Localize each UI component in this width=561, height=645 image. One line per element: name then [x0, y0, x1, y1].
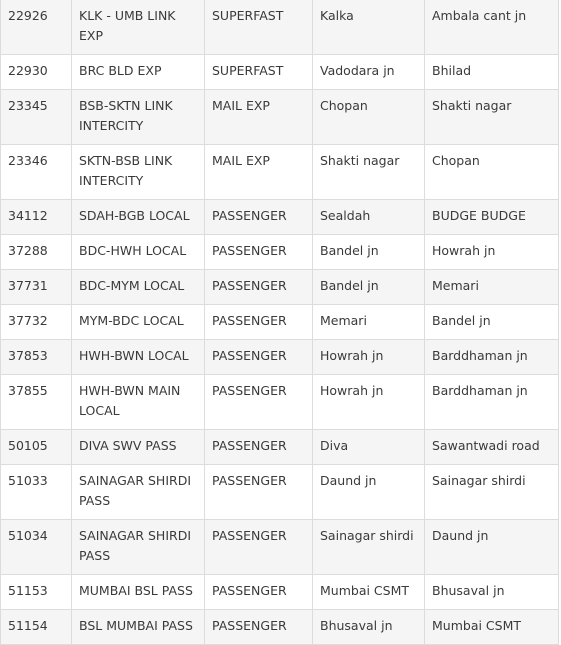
train-name: BDC-HWH LOCAL: [72, 235, 205, 270]
table-row[interactable]: [1, 200, 559, 235]
table-row[interactable]: [1, 610, 559, 645]
to-station: Chopan: [425, 145, 559, 200]
from-station: Chopan: [313, 90, 425, 145]
train-number: 34112: [1, 200, 72, 235]
train-number: 22926: [1, 0, 72, 55]
table-row[interactable]: [1, 145, 559, 200]
table-row[interactable]: [1, 235, 559, 270]
to-station: Ambala cant jn: [425, 0, 559, 55]
train-type: PASSENGER: [205, 575, 313, 610]
to-station: Memari: [425, 270, 559, 305]
train-name: HWH-BWN LOCAL: [72, 340, 205, 375]
train-name: KLK - UMB LINK EXP: [72, 0, 205, 55]
table-row[interactable]: [1, 340, 559, 375]
train-number: 23345: [1, 90, 72, 145]
train-number: 51153: [1, 575, 72, 610]
table-row[interactable]: [1, 55, 559, 90]
from-station: Vadodara jn: [313, 55, 425, 90]
from-station: Sealdah: [313, 200, 425, 235]
train-type: PASSENGER: [205, 610, 313, 645]
from-station: Mumbai CSMT: [313, 575, 425, 610]
train-type: MAIL EXP: [205, 90, 313, 145]
train-name: MUMBAI BSL PASS: [72, 575, 205, 610]
train-number: 23346: [1, 145, 72, 200]
to-station: BUDGE BUDGE: [425, 200, 559, 235]
train-type: PASSENGER: [205, 375, 313, 430]
train-type: PASSENGER: [205, 520, 313, 575]
to-station: Shakti nagar: [425, 90, 559, 145]
from-station: Diva: [313, 430, 425, 465]
from-station: Daund jn: [313, 465, 425, 520]
train-name: HWH-BWN MAIN LOCAL: [72, 375, 205, 430]
from-station: Memari: [313, 305, 425, 340]
train-type: PASSENGER: [205, 200, 313, 235]
train-name: SDAH-BGB LOCAL: [72, 200, 205, 235]
table-row[interactable]: [1, 575, 559, 610]
from-station: Sainagar shirdi: [313, 520, 425, 575]
train-type: PASSENGER: [205, 340, 313, 375]
train-name: DIVA SWV PASS: [72, 430, 205, 465]
train-name: BSL MUMBAI PASS: [72, 610, 205, 645]
train-type: PASSENGER: [205, 235, 313, 270]
train-number: 37732: [1, 305, 72, 340]
to-station: Mumbai CSMT: [425, 610, 559, 645]
to-station: Daund jn: [425, 520, 559, 575]
from-station: Howrah jn: [313, 340, 425, 375]
from-station: Shakti nagar: [313, 145, 425, 200]
to-station: Barddhaman jn: [425, 375, 559, 430]
train-type: SUPERFAST: [205, 0, 313, 55]
train-number: 22930: [1, 55, 72, 90]
from-station: Howrah jn: [313, 375, 425, 430]
train-number: 50105: [1, 430, 72, 465]
table-row[interactable]: [1, 430, 559, 465]
train-type: SUPERFAST: [205, 55, 313, 90]
train-number: 37855: [1, 375, 72, 430]
train-type: PASSENGER: [205, 305, 313, 340]
train-type: PASSENGER: [205, 270, 313, 305]
to-station: Howrah jn: [425, 235, 559, 270]
train-number: 37853: [1, 340, 72, 375]
table-row[interactable]: [1, 270, 559, 305]
table-row[interactable]: [1, 520, 559, 575]
from-station: Bandel jn: [313, 270, 425, 305]
train-type: MAIL EXP: [205, 145, 313, 200]
train-name: BSB-SKTN LINK INTERCITY: [72, 90, 205, 145]
train-number: 51154: [1, 610, 72, 645]
to-station: Bandel jn: [425, 305, 559, 340]
train-name: BRC BLD EXP: [72, 55, 205, 90]
table-row[interactable]: [1, 465, 559, 520]
from-station: Kalka: [313, 0, 425, 55]
table-row[interactable]: [1, 0, 559, 55]
train-name: BDC-MYM LOCAL: [72, 270, 205, 305]
train-name: SAINAGAR SHIRDI PASS: [72, 520, 205, 575]
to-station: Bhilad: [425, 55, 559, 90]
train-number: 37288: [1, 235, 72, 270]
to-station: Bhusaval jn: [425, 575, 559, 610]
to-station: Barddhaman jn: [425, 340, 559, 375]
from-station: Bandel jn: [313, 235, 425, 270]
train-name: SKTN-BSB LINK INTERCITY: [72, 145, 205, 200]
to-station: Sainagar shirdi: [425, 465, 559, 520]
train-type: PASSENGER: [205, 465, 313, 520]
train-number: 51033: [1, 465, 72, 520]
train-number: 37731: [1, 270, 72, 305]
train-name: MYM-BDC LOCAL: [72, 305, 205, 340]
to-station: Sawantwadi road: [425, 430, 559, 465]
train-name: SAINAGAR SHIRDI PASS: [72, 465, 205, 520]
train-table-body: [1, 0, 559, 645]
table-row[interactable]: [1, 375, 559, 430]
table-row[interactable]: [1, 90, 559, 145]
train-number: 51034: [1, 520, 72, 575]
from-station: Bhusaval jn: [313, 610, 425, 645]
train-type: PASSENGER: [205, 430, 313, 465]
table-row[interactable]: [1, 305, 559, 340]
